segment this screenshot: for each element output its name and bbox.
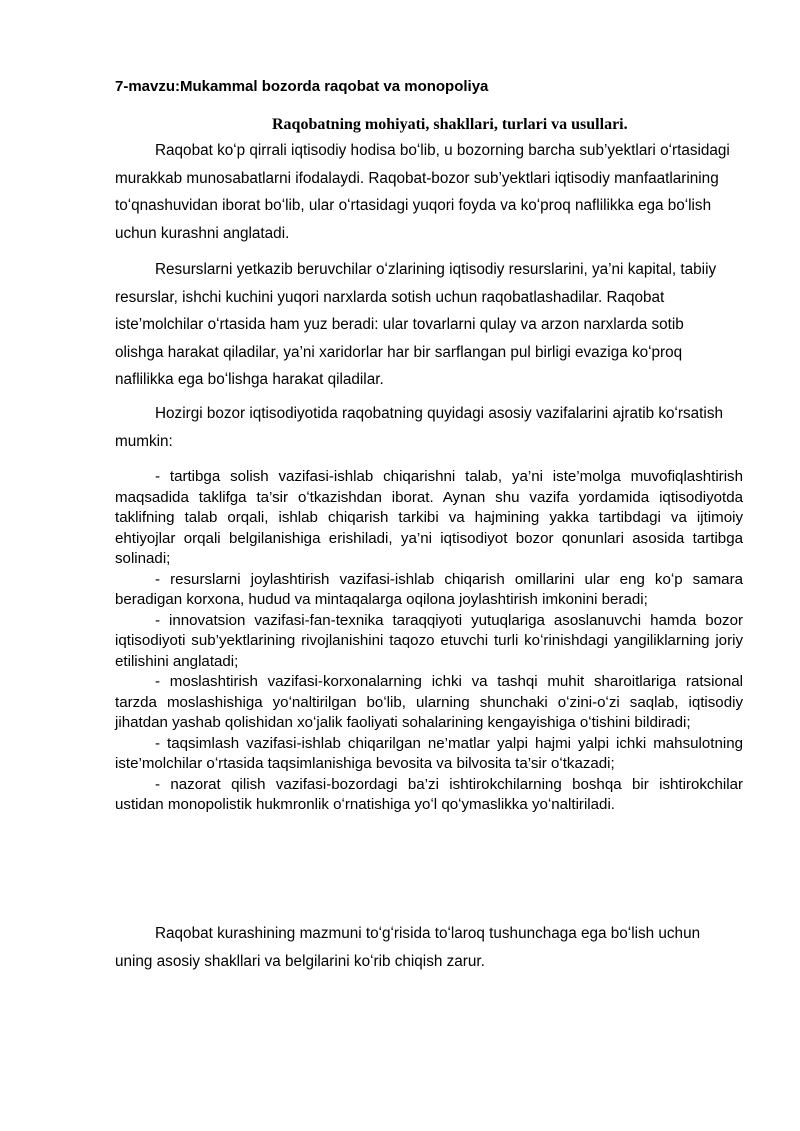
intro-paragraph-1: Raqobat koʻp qirrali iqtisodiy hodisa boʻlib, u bozorning barcha sub’yektlari oʻrtasidagi murakkab munosabatlarni ifodalaydi. Raqobat-bozor sub’yektlari iqtisodiy manfaatlarining toʻqnashuvidan iborat boʻlib, ular oʻrtasidagi yuqori foyda va koʻproq naflilikka ega boʻlish uchun kurashni anglatadi. bbox=[115, 142, 730, 242]
intro-paragraph-2: Resurslarni yetkazib beruvchilar oʻzlarining iqtisodiy resurslarini, ya’ni kapital, tabiiy resurslar, ishchi kuchini yuqori narxlarda sotish uchun raqobatlashadilar. Raqobat iste’molchilar oʻrtasida ham yuz beradi: ular tovarlarni qulay va arzon narxlarda sotib olishga harakat qiladilar, ya’ni xaridorlar har bir sarflangan pul birligi evaziga koʻproq naflilikka ega boʻlishga harakat qiladilar. bbox=[115, 261, 717, 388]
intro-paragraph-3: Hozirgi bozor iqtisodiyotida raqobatning quyidagi asosiy vazifalarini ajratib koʻrsatish mumkin: bbox=[115, 405, 723, 450]
function-distribution: - taqsimlash vazifasi-ishlab chiqarilgan ne’matlar yalpi hajmi yalpi ichki mahsulotning iste’molchilar oʻrtasida taqsimlanishiga bevosita va bilvosita ta’sir oʻtkazadi; bbox=[115, 734, 743, 772]
topic-heading: 7-mavzu:Mukammal bozorda raqobat va monopoliya bbox=[115, 78, 489, 95]
functions-list bbox=[115, 467, 743, 816]
function-control: - nazorat qilish vazifasi-bozordagi ba’zi ishtirokchilarning boshqa bir ishtirokchilar ustidan monopolistik hukmronlik oʻrnatishiga yoʻl qoʻymaslikka yoʻnaltiriladi. bbox=[115, 775, 743, 813]
closing-paragraph: Raqobat kurashining mazmuni toʻgʻrisida toʻlaroq tushunchaga ega boʻlish uchun uning asosiy shakllari va belgilarini koʻrib chiqish zarur. bbox=[115, 925, 701, 970]
function-adaptation: - moslashtirish vazifasi-korxonalarning ichki va tashqi muhit sharoitlariga ratsional tarzda moslashishiga yoʻnaltirilgan boʻlib, ularning shunchaki oʻzini-oʻzi saqlab, iqtisodiy jihatdan yashab qolishidan xoʻjalik faoliyati sohalarining kengayishiga oʻtishini bildiradi; bbox=[115, 673, 743, 731]
section-title: Raqobatning mohiyati, shakllari, turlari va usullari. bbox=[272, 116, 628, 133]
function-resource-allocation: - resurslarni joylashtirish vazifasi-ishlab chiqarish omillarini ular eng koʻp samara beradigan korxona, hudud va mintaqalarga oqilona joylashtirish imkonini beradi; bbox=[115, 570, 743, 608]
function-regulation: - tartibga solish vazifasi-ishlab chiqarishni talab, ya’ni iste’molga muvofiqlashtirish maqsadida taklifga ta’sir oʻtkazishdan iborat. Aynan shu vazifa yordamida iqtisodiyotda taklifning talab orqali, ishlab chiqarish tarkibi va hajmining yakka tartibdagi va ijtimoiy ehtiyojlar orqali belgilanishiga erishiladi, ya’ni iqtisodiyot bozor qonunlari asosida tartibga solinadi; bbox=[115, 468, 743, 567]
function-innovation: - innovatsion vazifasi-fan-texnika taraqqiyoti yutuqlariga asoslanuvchi hamda bozor iqtisodiyoti sub’yektlarining rivojlanishini taqozo etuvchi turli koʻrinishdagi yangiliklarning joriy etilishini anglatadi; bbox=[115, 611, 743, 670]
